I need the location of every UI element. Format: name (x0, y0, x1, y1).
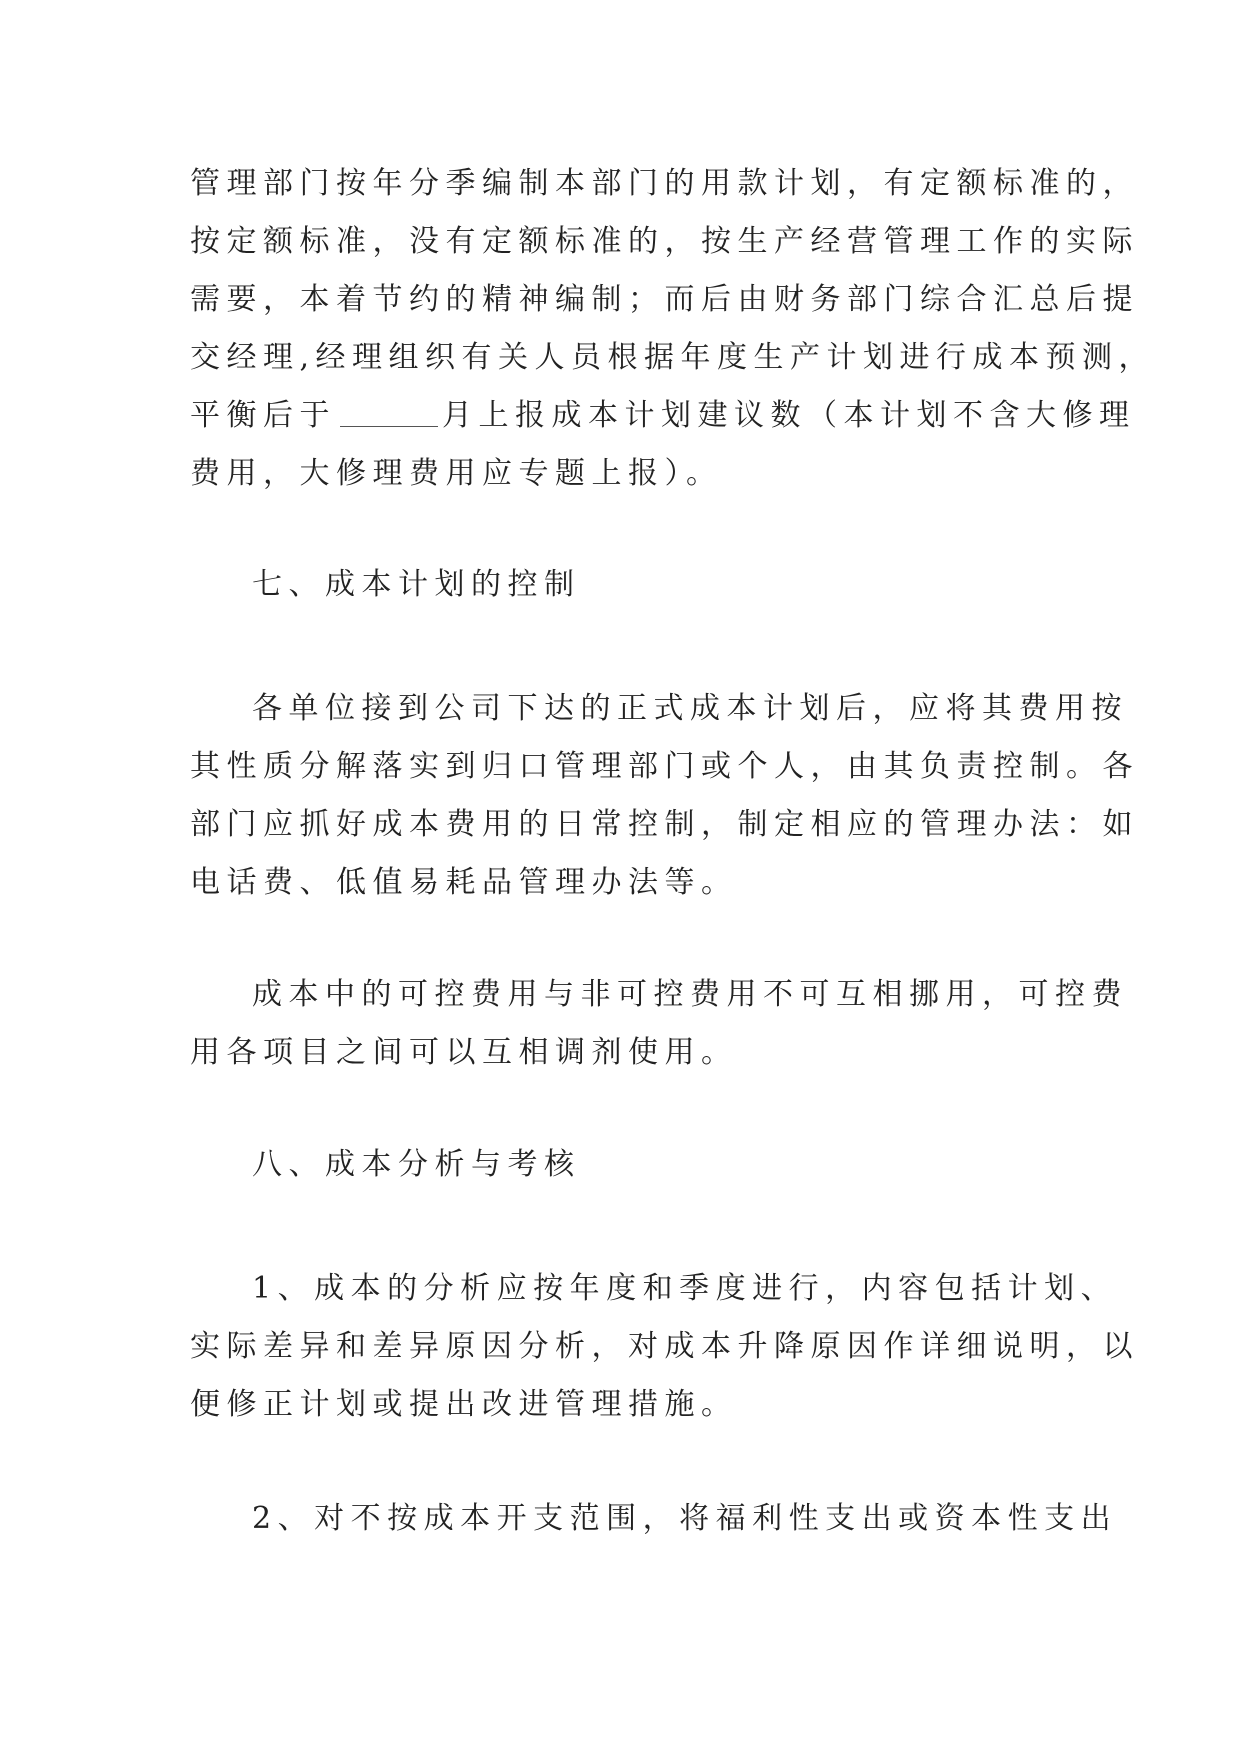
text-line: 需要，本着节约的精神编制；而后由财务部门综合汇总后提 (190, 282, 1139, 317)
fill-in-blank (340, 396, 438, 427)
text-line: 成本中的可控费用与非可控费用不可互相挪用，可控费 (252, 977, 1128, 1012)
text-line: 用各项目之间可以互相调剂使用。 (190, 1035, 738, 1070)
text-line: 管理部门按年分季编制本部门的用款计划，有定额标准的， (190, 166, 1139, 201)
text-line: 实际差异和差异原因分析，对成本升降原因作详细说明，以 (190, 1329, 1139, 1364)
paragraph-cost-analysis (190, 1260, 1139, 1434)
paragraph-cost-control (190, 680, 1139, 912)
text-line: 费用，大修理费用应专题上报）。 (190, 456, 723, 491)
paragraph-budget-planning (190, 155, 1156, 503)
paragraph-controllable-costs (190, 966, 1128, 1082)
text-line: 部门应抓好成本费用的日常控制，制定相应的管理办法：如 (190, 807, 1139, 842)
paragraph-expenditure-scope (190, 1490, 1118, 1548)
text-line-with-blank (190, 387, 1136, 445)
text-line: 其性质分解落实到归口管理部门或个人，由其负责控制。各 (190, 749, 1139, 784)
text-line: 交经理,经理组织有关人员根据年度生产计划进行成本预测， (190, 340, 1156, 375)
text-line: 1、成本的分析应按年度和季度进行，内容包括计划、 (252, 1271, 1118, 1306)
section-heading-7: 七、成本计划的控制 (252, 567, 581, 602)
text-line: 各单位接到公司下达的正式成本计划后，应将其费用按 (252, 691, 1128, 726)
text-line: 便修正计划或提出改进管理措施。 (190, 1387, 738, 1422)
text-line: 按定额标准，没有定额标准的，按生产经营管理工作的实际 (190, 224, 1139, 259)
text-fragment: 月上报成本计划建议数（本计划不含大修理 (442, 398, 1136, 433)
text-line: 电话费、低值易耗品管理办法等。 (190, 865, 738, 900)
section-heading-8: 八、成本分析与考核 (252, 1147, 581, 1182)
text-fragment: 平衡后于 (190, 398, 336, 433)
text-line: 2、对不按成本开支范围，将福利性支出或资本性支出 (252, 1501, 1118, 1536)
